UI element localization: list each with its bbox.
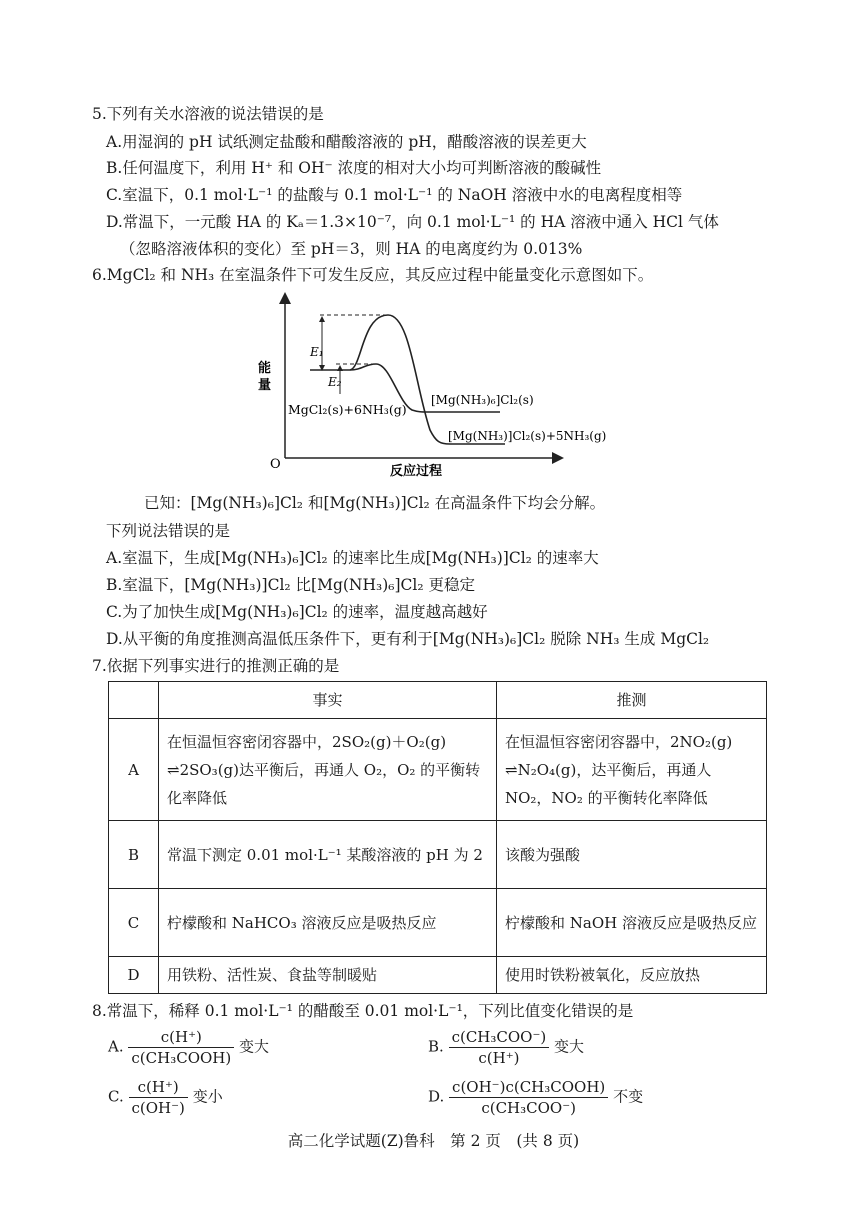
row-fact: 常温下测定 0.01 mol·L⁻¹ 某酸溶液的 pH 为 2 xyxy=(159,821,497,889)
q8-option-d xyxy=(428,1077,643,1118)
row-inference: 柠檬酸和 NaOH 溶液反应是吸热反应 xyxy=(497,889,767,957)
q5-option-c: C.室温下，0.1 mol·L⁻¹ 的盐酸与 0.1 mol·L⁻¹ 的 NaOH 溶液中水的电离程度相等 xyxy=(106,186,683,204)
page-footer: 高二化学试题(Z)鲁科 第 2 页 (共 8 页) xyxy=(287,1132,580,1150)
option-tail: 变大 xyxy=(239,1037,270,1056)
option-label: A. xyxy=(108,1037,124,1056)
header-inference: 推测 xyxy=(497,682,767,719)
q6-known: 已知：[Mg(NH₃)₆]Cl₂ 和[Mg(NH₃)]Cl₂ 在高温条件下均会分解。 xyxy=(144,494,606,512)
y-axis-label-2: 量 xyxy=(258,378,272,393)
q6-option-b: B.室温下，[Mg(NH₃)]Cl₂ 比[Mg(NH₃)₆]Cl₂ 更稳定 xyxy=(106,576,475,594)
option-label: D. xyxy=(428,1087,445,1106)
row-fact: 柠檬酸和 NaHCO₃ 溶液反应是吸热反应 xyxy=(159,889,497,957)
q6-ask: 下列说法错误的是 xyxy=(106,522,231,540)
row-fact: 在恒温恒容密闭容器中，2SO₂(g)＋O₂(g) ⇌2SO₃(g)达平衡后，再通人 O₂，O₂ 的平衡转化率降低 xyxy=(159,719,497,821)
x-axis-label: 反应过程 xyxy=(390,464,443,479)
option-tail: 不变 xyxy=(613,1087,644,1106)
q5-option-d-line2: （忽略溶液体积的变化）至 pH＝3，则 HA 的电离度约为 0.013% xyxy=(120,240,583,258)
q5-stem: 5.下列有关水溶液的说法错误的是 xyxy=(92,105,324,123)
q8-option-a xyxy=(108,1027,269,1068)
y-axis-label-1: 能 xyxy=(258,361,272,376)
e1-label: E₁ xyxy=(310,345,324,359)
header-fact: 事实 xyxy=(159,682,497,719)
q8-stem: 8.常温下，稀释 0.1 mol·L⁻¹ 的醋酸至 0.01 mol·L⁻¹，下列比值变化错误的是 xyxy=(92,1002,634,1020)
fraction-numerator: c(CH₃COO⁻) xyxy=(449,1027,550,1048)
reactant-label: MgCl₂(s)+6NH₃(g) xyxy=(288,402,407,417)
q7-table xyxy=(108,681,767,994)
header-blank xyxy=(109,682,159,719)
fraction-numerator: c(H⁺) xyxy=(128,1027,234,1048)
q6-option-a: A.室温下，生成[Mg(NH₃)₆]Cl₂ 的速率比生成[Mg(NH₃)]Cl₂ 的速率大 xyxy=(106,549,599,567)
table-header-row xyxy=(109,682,767,719)
q8-option-c xyxy=(108,1077,223,1118)
table-row xyxy=(109,821,767,889)
q5-option-b: B.任何温度下，利用 H⁺ 和 OH⁻ 浓度的相对大小均可判断溶液的酸碱性 xyxy=(106,159,602,177)
row-fact: 用铁粉、活性炭、食盐等制暖贴 xyxy=(159,957,497,994)
row-inference: 在恒温恒容密闭容器中，2NO₂(g) ⇌N₂O₄(g)，达平衡后，再通人 NO₂，NO₂ 的平衡转化率降低 xyxy=(497,719,767,821)
fraction-denominator: c(H⁺) xyxy=(478,1049,520,1067)
q6-stem: 6.MgCl₂ 和 NH₃ 在室温条件下可发生反应，其反应过程中能量变化示意图如下。 xyxy=(92,266,654,284)
row-label: C xyxy=(109,889,159,957)
path-curve-e1 xyxy=(350,315,505,444)
table-row xyxy=(109,719,767,821)
row-label: B xyxy=(109,821,159,889)
fraction-numerator: c(H⁺) xyxy=(129,1077,188,1098)
energy-diagram xyxy=(250,290,610,480)
q5-option-d-line1: D.常温下，一元酸 HA 的 Kₐ＝1.3×10⁻⁷，向 0.1 mol·L⁻¹ 的 HA 溶液中通入 HCl 气体 xyxy=(106,213,719,231)
fraction-denominator: c(CH₃COO⁻) xyxy=(481,1099,576,1117)
q7-stem: 7.依据下列事实进行的推测正确的是 xyxy=(92,657,340,675)
row-inference: 使用时铁粉被氧化，反应放热 xyxy=(497,957,767,994)
option-tail: 变大 xyxy=(554,1037,585,1056)
row-label: A xyxy=(109,719,159,821)
product-low-label: [Mg(NH₃)]Cl₂(s)+5NH₃(g) xyxy=(448,429,607,443)
row-inference: 该酸为强酸 xyxy=(497,821,767,889)
fraction-denominator: c(CH₃COOH) xyxy=(131,1049,232,1067)
fraction-denominator: c(OH⁻) xyxy=(131,1099,185,1117)
table-row xyxy=(109,957,767,994)
q6-option-c: C.为了加快生成[Mg(NH₃)₆]Cl₂ 的速率，温度越高越好 xyxy=(106,603,488,621)
option-tail: 变小 xyxy=(192,1087,223,1106)
q8-option-b xyxy=(428,1027,584,1068)
product-high-label: [Mg(NH₃)₆]Cl₂(s) xyxy=(431,393,534,407)
q6-option-d: D.从平衡的角度推测高温低压条件下，更有利于[Mg(NH₃)₆]Cl₂ 脱除 NH₃ 生成 MgCl₂ xyxy=(106,630,710,648)
option-label: B. xyxy=(428,1037,444,1056)
origin-label: O xyxy=(270,457,281,472)
table-row xyxy=(109,889,767,957)
q5-option-a: A.用湿润的 pH 试纸测定盐酸和醋酸溶液的 pH，醋酸溶液的误差更大 xyxy=(106,133,587,151)
row-label: D xyxy=(109,957,159,994)
option-label: C. xyxy=(108,1087,124,1106)
fraction-numerator: c(OH⁻)c(CH₃COOH) xyxy=(449,1077,608,1098)
e2-label: E₂ xyxy=(328,375,342,389)
